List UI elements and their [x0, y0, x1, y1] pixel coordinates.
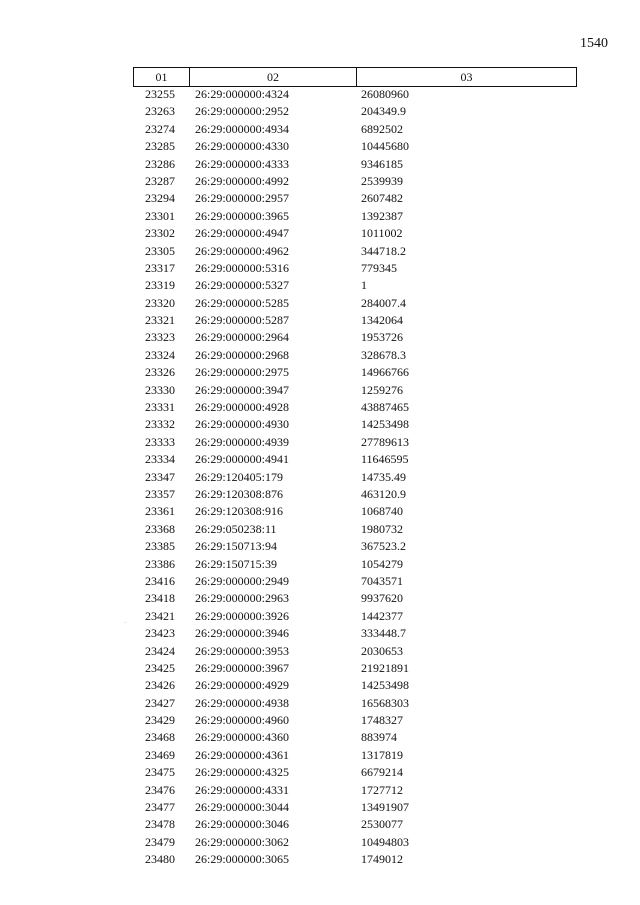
cell-id: 23469 — [145, 747, 175, 762]
cell-value: 333448.7 — [361, 626, 406, 641]
cell-value: 11646595 — [361, 452, 409, 467]
cell-value: 43887465 — [361, 400, 409, 415]
cell-value: 26080960 — [361, 87, 409, 101]
table-row — [133, 416, 575, 433]
cell-id: 23427 — [145, 695, 175, 710]
cell-id: 23301 — [145, 208, 175, 223]
cell-cadastral-number: 26:29:000000:3946 — [195, 626, 290, 641]
table-row — [133, 503, 575, 520]
table-row — [133, 190, 575, 207]
cell-cadastral-number: 26:29:000000:4324 — [195, 87, 290, 101]
cell-cadastral-number: 26:29:000000:4360 — [195, 730, 290, 745]
cell-value: 10445680 — [361, 139, 409, 154]
cell-cadastral-number: 26:29:150713:94 — [195, 539, 278, 554]
table-row — [133, 729, 575, 746]
cell-value: 284007.4 — [361, 295, 406, 310]
cell-id: 23320 — [145, 295, 175, 310]
cell-id: 23421 — [145, 608, 175, 623]
page-number: 1540 — [580, 36, 608, 51]
cell-cadastral-number: 26:29:000000:4939 — [195, 434, 290, 449]
cell-cadastral-number: 26:29:000000:4934 — [195, 121, 290, 136]
cell-cadastral-number: 26:29:000000:3965 — [195, 208, 290, 223]
cell-cadastral-number: 26:29:000000:3967 — [195, 660, 290, 675]
table-row — [133, 277, 575, 294]
cell-id: 23324 — [145, 347, 175, 362]
cell-id: 23331 — [145, 400, 175, 415]
table-row — [133, 364, 575, 381]
cell-cadastral-number: 26:29:000000:2952 — [195, 104, 290, 119]
cell-value: 1317819 — [361, 747, 403, 762]
table-row — [133, 138, 575, 155]
cell-id: 23333 — [145, 434, 175, 449]
table-row — [133, 556, 575, 573]
cell-value: 1980732 — [361, 521, 403, 536]
cell-cadastral-number: 26:29:000000:4325 — [195, 765, 290, 780]
table-row — [133, 451, 575, 468]
cell-cadastral-number: 26:29:000000:4947 — [195, 226, 290, 241]
cell-cadastral-number: 26:29:000000:2949 — [195, 573, 290, 588]
cell-value: 2530077 — [361, 817, 403, 832]
table-row — [133, 208, 575, 225]
cell-cadastral-number: 26:29:000000:3947 — [195, 382, 290, 397]
cell-id: 23255 — [145, 87, 175, 101]
cell-value: 328678.3 — [361, 347, 406, 362]
cell-id: 23478 — [145, 817, 175, 832]
cell-value: 9346185 — [361, 156, 403, 171]
cell-cadastral-number: 26:29:000000:3062 — [195, 834, 290, 849]
table-row — [133, 225, 575, 242]
table-row — [133, 573, 575, 590]
cell-cadastral-number: 26:29:120405:179 — [195, 469, 284, 484]
cell-id: 23368 — [145, 521, 175, 536]
cell-value: 1749012 — [361, 852, 403, 867]
cell-cadastral-number: 26:29:000000:5327 — [195, 278, 290, 293]
cell-id: 23361 — [145, 504, 175, 519]
cell-value: 13491907 — [361, 800, 409, 815]
column-header-01: 01 — [134, 68, 190, 86]
cell-cadastral-number: 26:29:000000:4330 — [195, 139, 290, 154]
scan-speck: · — [124, 619, 127, 627]
cell-id: 23294 — [145, 191, 175, 206]
cell-value: 1953726 — [361, 330, 403, 345]
cell-value: 2539939 — [361, 173, 403, 188]
table-row — [133, 347, 575, 364]
cell-id: 23477 — [145, 800, 175, 815]
cell-value: 6679214 — [361, 765, 403, 780]
cell-id: 23287 — [145, 173, 175, 188]
cell-id: 23302 — [145, 226, 175, 241]
cell-value: 9937620 — [361, 591, 403, 606]
cell-value: 779345 — [361, 260, 397, 275]
cell-value: 1068740 — [361, 504, 403, 519]
table-row — [133, 538, 575, 555]
cell-id: 23357 — [145, 486, 175, 501]
cell-cadastral-number: 26:29:000000:3044 — [195, 800, 290, 815]
table-row — [133, 399, 575, 416]
cell-cadastral-number: 26:29:000000:2968 — [195, 347, 290, 362]
cell-id: 23330 — [145, 382, 175, 397]
table-row — [133, 643, 575, 660]
table-row — [133, 86, 575, 103]
table-row — [133, 834, 575, 851]
cell-id: 23321 — [145, 313, 175, 328]
table-row — [133, 121, 575, 138]
table-row — [133, 799, 575, 816]
table-row — [133, 243, 575, 260]
cell-cadastral-number: 26:29:000000:4929 — [195, 678, 290, 693]
column-header-02: 02 — [190, 68, 357, 86]
table-row — [133, 260, 575, 277]
cell-id: 23263 — [145, 104, 175, 119]
cell-id: 23425 — [145, 660, 175, 675]
cell-id: 23423 — [145, 626, 175, 641]
cell-id: 23332 — [145, 417, 175, 432]
table-row — [133, 295, 575, 312]
cell-id: 23468 — [145, 730, 175, 745]
table-row — [133, 521, 575, 538]
cell-value: 2607482 — [361, 191, 403, 206]
cell-id: 23317 — [145, 260, 175, 275]
cell-value: 1054279 — [361, 556, 403, 571]
cell-cadastral-number: 26:29:000000:2957 — [195, 191, 290, 206]
cell-value: 1392387 — [361, 208, 403, 223]
table-row — [133, 382, 575, 399]
table-row — [133, 608, 575, 625]
cell-id: 23416 — [145, 573, 175, 588]
cell-value: 344718.2 — [361, 243, 406, 258]
cell-value: 14735.49 — [361, 469, 406, 484]
cell-id: 23274 — [145, 121, 175, 136]
cell-value: 1748327 — [361, 713, 403, 728]
table-row — [133, 173, 575, 190]
cell-value: 7043571 — [361, 573, 403, 588]
cell-cadastral-number: 26:29:000000:3065 — [195, 852, 290, 867]
cell-cadastral-number: 26:29:000000:4960 — [195, 713, 290, 728]
column-header-03: 03 — [460, 69, 473, 84]
table-row — [133, 312, 575, 329]
table-row — [133, 851, 575, 868]
cell-cadastral-number: 26:29:000000:5285 — [195, 295, 290, 310]
table-row — [133, 434, 575, 451]
table-row — [133, 816, 575, 833]
table-row — [133, 156, 575, 173]
table-body — [133, 86, 575, 869]
cell-id: 23429 — [145, 713, 175, 728]
cell-value: 883974 — [361, 730, 397, 745]
cell-value: 2030653 — [361, 643, 403, 658]
cell-id: 23426 — [145, 678, 175, 693]
cell-id: 23479 — [145, 834, 175, 849]
cell-cadastral-number: 26:29:000000:2963 — [195, 591, 290, 606]
cell-id: 23319 — [145, 278, 175, 293]
cell-value: 6892502 — [361, 121, 403, 136]
table-row — [133, 625, 575, 642]
cell-cadastral-number: 26:29:000000:3046 — [195, 817, 290, 832]
table-row — [133, 747, 575, 764]
cell-id: 23424 — [145, 643, 175, 658]
cell-cadastral-number: 26:29:120308:876 — [195, 486, 284, 501]
table-row — [133, 486, 575, 503]
table-row — [133, 677, 575, 694]
cell-cadastral-number: 26:29:000000:4333 — [195, 156, 290, 171]
cell-value: 1259276 — [361, 382, 403, 397]
cell-value: 204349.9 — [361, 104, 406, 119]
cell-cadastral-number: 26:29:000000:4938 — [195, 695, 290, 710]
cell-cadastral-number: 26:29:000000:5287 — [195, 313, 290, 328]
cell-cadastral-number: 26:29:050238:11 — [195, 521, 277, 536]
cell-id: 23305 — [145, 243, 175, 258]
cell-id: 23334 — [145, 452, 175, 467]
cell-value: 10494803 — [361, 834, 409, 849]
cell-value: 1442377 — [361, 608, 403, 623]
cell-cadastral-number: 26:29:120308:916 — [195, 504, 284, 519]
table-row — [133, 660, 575, 677]
cell-id: 23286 — [145, 156, 175, 171]
cell-value: 14253498 — [361, 417, 409, 432]
cell-cadastral-number: 26:29:000000:4361 — [195, 747, 290, 762]
cell-cadastral-number: 26:29:000000:4331 — [195, 782, 290, 797]
cell-id: 23476 — [145, 782, 175, 797]
table-row — [133, 764, 575, 781]
cell-value: 21921891 — [361, 660, 409, 675]
cell-id: 23323 — [145, 330, 175, 345]
cell-id: 23385 — [145, 539, 175, 554]
cell-id: 23326 — [145, 365, 175, 380]
cell-value: 14966766 — [361, 365, 409, 380]
cell-cadastral-number: 26:29:000000:2975 — [195, 365, 290, 380]
cell-cadastral-number: 26:29:000000:4962 — [195, 243, 290, 258]
cell-cadastral-number: 26:29:000000:2964 — [195, 330, 290, 345]
cell-cadastral-number: 26:29:000000:3953 — [195, 643, 290, 658]
cell-id: 23285 — [145, 139, 175, 154]
cell-cadastral-number: 26:29:000000:3926 — [195, 608, 290, 623]
table-row — [133, 782, 575, 799]
cell-cadastral-number: 26:29:000000:4941 — [195, 452, 290, 467]
cell-cadastral-number: 26:29:000000:4930 — [195, 417, 290, 432]
table-row — [133, 329, 575, 346]
table-row — [133, 103, 575, 120]
cell-value: 367523.2 — [361, 539, 406, 554]
cell-cadastral-number: 26:29:150715:39 — [195, 556, 278, 571]
table-header — [133, 67, 577, 87]
cell-value: 463120.9 — [361, 486, 406, 501]
cell-value: 14253498 — [361, 678, 409, 693]
cell-value: 1 — [361, 278, 367, 293]
cell-value: 27789613 — [361, 434, 409, 449]
table-row — [133, 469, 575, 486]
cell-id: 23418 — [145, 591, 175, 606]
cell-id: 23386 — [145, 556, 175, 571]
cell-value: 1727712 — [361, 782, 403, 797]
cell-value: 1342064 — [361, 313, 403, 328]
cell-cadastral-number: 26:29:000000:5316 — [195, 260, 290, 275]
table-row — [133, 712, 575, 729]
cell-id: 23475 — [145, 765, 175, 780]
cell-value: 1011002 — [361, 226, 403, 241]
cell-id: 23480 — [145, 852, 175, 867]
table-row — [133, 695, 575, 712]
cell-id: 23347 — [145, 469, 175, 484]
cell-cadastral-number: 26:29:000000:4928 — [195, 400, 290, 415]
cell-cadastral-number: 26:29:000000:4992 — [195, 173, 290, 188]
cell-value: 16568303 — [361, 695, 409, 710]
table-row — [133, 590, 575, 607]
